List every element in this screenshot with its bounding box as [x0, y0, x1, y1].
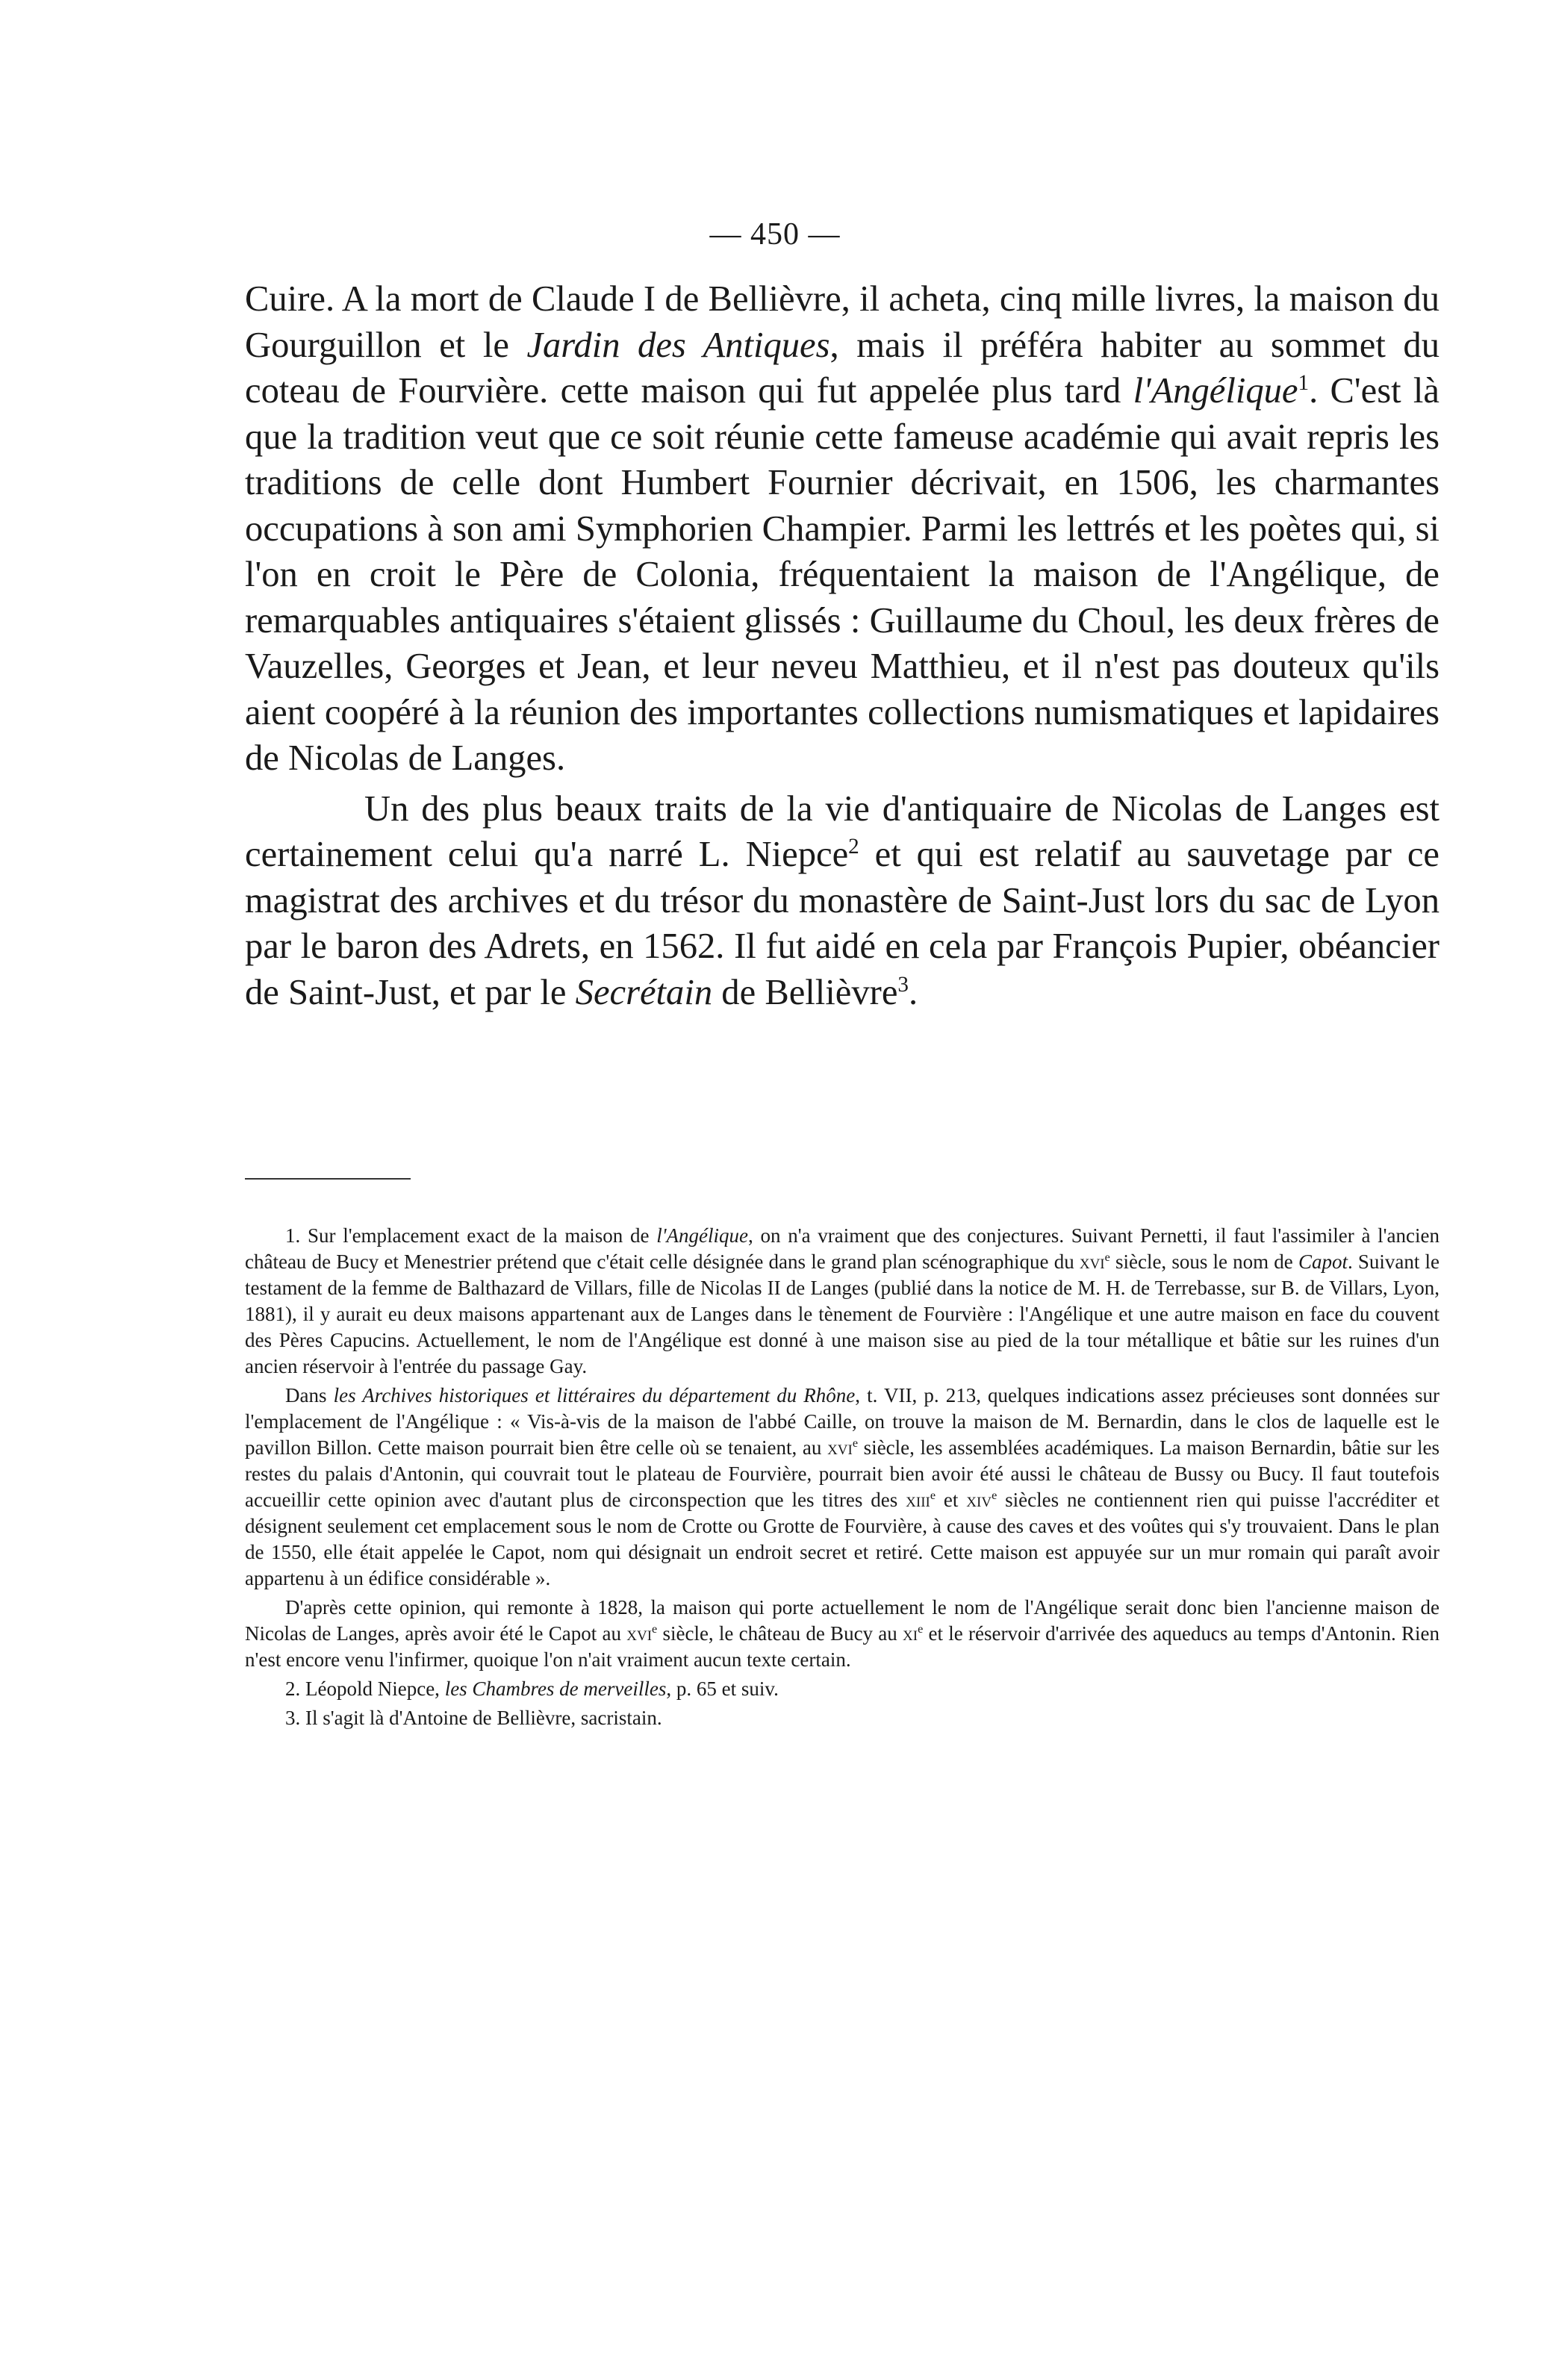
text-run: , t. VII, p. 213, quelques indications assez précieuses sont données sur l'emplacement de l'Angélique : « Vis-à-vis de la maison de l'abbé Caille, on trouve la maison de M. Bernardin, dans le clos de laquelle est le pavillon Billon. Cette maison pourrait bien être celle où se tenaient, au: [245, 1384, 1439, 1459]
superscript: e: [930, 1489, 936, 1502]
roman-numeral: xvi: [626, 1622, 653, 1645]
footnote-1: [245, 1223, 1439, 1380]
italic-title: Jardin des Antiques: [526, 324, 830, 365]
footnote-2: [245, 1676, 1439, 1702]
text-run: D'après cette opinion, qui remonte à 1828, la maison qui porte actuellement le nom de l'Angélique serait donc bien l'ancienne maison de Nicolas de Langes, après avoir été le Capot au: [245, 1596, 1439, 1645]
text-run: . Suivant le testament de la femme de Balthazard de Villars, fille de Nicolas II de Langes (publié dans la notice de M. H. de Terrebasse, sur B. de Villars, Lyon, 1881), il y aurait eu deux maisons appartenant aux de Langes dans le tènement de Fourvière : l'Angélique et une autre maison en face du couvent des Pères Capucins. Actuellement, le nom de l'Angélique est donné à une maison sise au pied de la tour métallique et bâtie sur les ruines d'un ancien réservoir à l'entrée du passage Gay.: [245, 1250, 1439, 1377]
paragraph-2: [245, 786, 1439, 1016]
text-run: , p. 65 et suiv.: [666, 1677, 779, 1700]
page-number: — 450 —: [709, 217, 841, 252]
paragraph-1: [245, 276, 1439, 782]
footnote-separator: [245, 1178, 411, 1180]
italic-name: l'Angélique: [656, 1224, 748, 1247]
italic-name: l'Angélique: [1133, 370, 1298, 411]
footnote-1-conclusion: [245, 1595, 1439, 1673]
superscript: e: [852, 1436, 859, 1450]
footnote-1-continued: [245, 1383, 1439, 1592]
text-run: siècles ne contiennent rien qui puisse l'accréditer et désignent seulement cet emplacement sous le nom de Crotte ou Grotte de Fourvière, à cause des caves et des voûtes qui s'y trouvaient. Dans le plan de 1550, elle était appelée le Capot, nom qui désignait un endroit secret et retiré. Cette maison est appuyée sur un mur romain qui paraît avoir appartenu à un édifice considérable ».: [245, 1489, 1439, 1589]
text-run: 2. Léopold Niepce,: [285, 1677, 445, 1700]
superscript: e: [992, 1489, 997, 1502]
text-run: de Bellièvre: [712, 971, 898, 1012]
superscript: e: [918, 1622, 924, 1636]
text-run: et le réservoir d'arrivée des aqueducs au temps d'Antonin. Rien n'est encore venu l'infirmer, quoique l'on n'ait vraiment aucun texte certain.: [245, 1622, 1439, 1671]
italic-title: les Chambres de merveilles: [444, 1677, 667, 1700]
footnotes: [245, 1223, 1439, 1731]
text-run: et qui est relatif au sauvetage par ce magistrat des archives et du trésor du monastère de Saint-Just lors du sac de Lyon par le baron des Adrets, en 1562. Il fut aidé en cela par François Pupier, obéancier de Saint-Just, et par le: [245, 834, 1439, 1012]
text-run: . C'est là que la tradition veut que ce soit réunie cette fameuse académie qui avait repris les traditions de celle dont Humbert Fournier décrivait, en 1506, les charmantes occupations à son ami Symphorien Champier. Parmi les lettrés et les poètes qui, si l'on en croit le Père de Colonia, fréquentaient la maison de l'Angélique, de remarquables antiquaires s'étaient glissés : Guillaume du Choul, les deux frères de Vauzelles, Georges et Jean, et leur neveu Matthieu, et il n'est pas douteux qu'ils aient coopéré à la réunion des importantes collections numismatiques et lapidaires de Nicolas de Langes.: [245, 370, 1439, 778]
roman-numeral: xiv: [966, 1489, 992, 1511]
italic-title: les Archives historiques et littéraires du département du Rhône: [333, 1384, 856, 1406]
roman-numeral: xvi: [1079, 1250, 1105, 1273]
main-text: [245, 276, 1439, 1015]
footnote-ref-2: 2: [848, 834, 859, 859]
text-run: siècle, le château de Bucy au: [657, 1622, 903, 1645]
text-run: 1. Sur l'emplacement exact de la maison de: [285, 1224, 657, 1247]
text-run: siècle, sous le nom de: [1109, 1250, 1298, 1273]
italic-name: Capot: [1298, 1250, 1348, 1273]
roman-numeral: xiii: [906, 1489, 930, 1511]
italic-term: Secrétain: [575, 971, 713, 1012]
text-run: 3. Il s'agit là d'Antoine de Bellièvre, sacristain.: [285, 1707, 662, 1729]
roman-numeral: xi: [903, 1622, 918, 1645]
text-run: Dans: [285, 1384, 334, 1406]
text-run: , on n'a vraiment que des conjectures. Suivant Pernetti, il faut l'assimiler à l'ancien château de Bucy et Menestrier prétend que c'était celle désignée dans le grand plan scénographique du: [245, 1224, 1439, 1273]
text-run: et: [936, 1489, 967, 1511]
superscript: e: [652, 1622, 658, 1636]
text-run: siècle, les assemblées académiques. La maison Bernardin, bâtie sur les restes du palais d'Antonin, qui couvrait tout le plateau de Fourvière, pourrait bien avoir été aussi le château de Bussy ou Bucy. Il faut toutefois accueillir cette opinion avec d'autant plus de circonspection que les titres des: [245, 1436, 1439, 1511]
text-run: Cuire. A la mort de Claude I de Bellièvre, il acheta, cinq mille livres, la maison du Gourguillon et le: [245, 278, 1439, 365]
footnote-ref-3: 3: [897, 972, 909, 997]
footnote-ref-1: 1: [1298, 370, 1310, 395]
text-run: , mais il préféra habiter au sommet du coteau de Fourvière. cette maison qui fut appelée plus tard: [245, 324, 1439, 411]
roman-numeral: xvi: [827, 1436, 853, 1459]
footnote-3: [245, 1705, 1439, 1731]
superscript: e: [1104, 1250, 1110, 1264]
text-run: .: [909, 971, 918, 1012]
text-run: Un des plus beaux traits de la vie d'antiquaire de Nicolas de Langes est certainement celui qu'a narré L. Niepce: [245, 788, 1439, 874]
